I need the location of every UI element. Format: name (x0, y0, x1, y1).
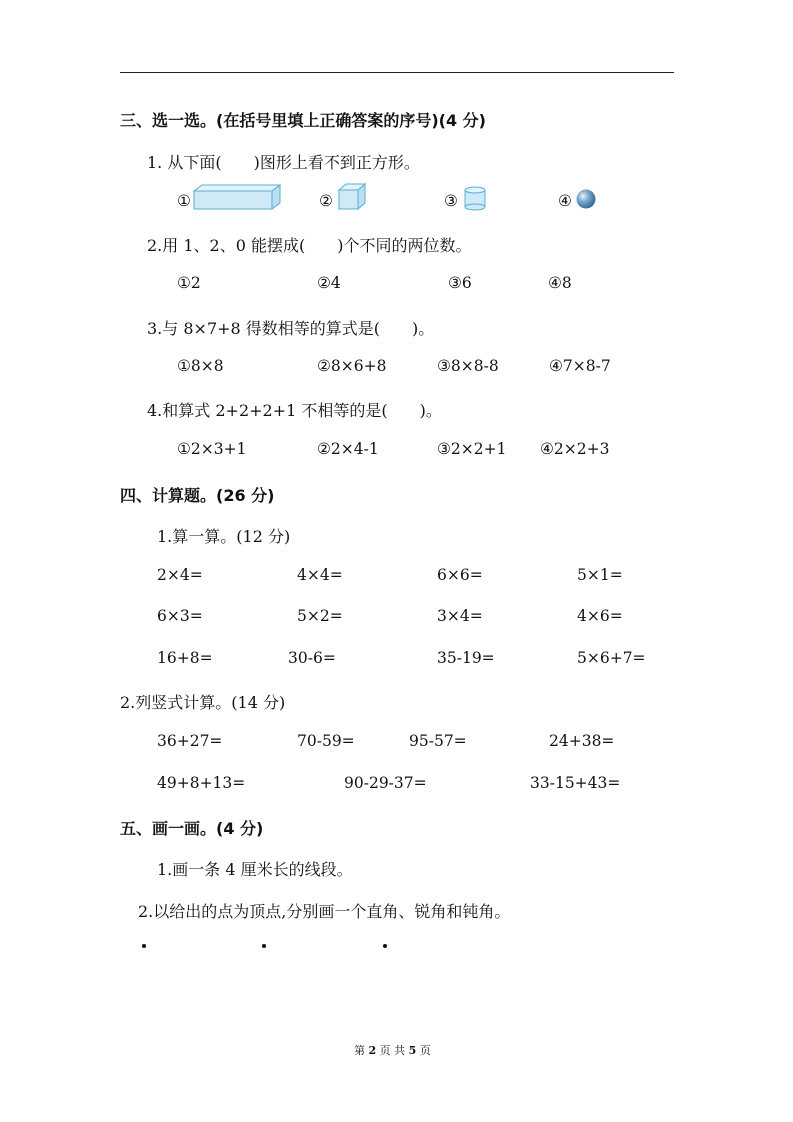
question-3-1: 1. 从下面( )图形上看不到正方形。 (147, 153, 420, 172)
cylinder-icon (464, 186, 488, 212)
vertical-calc-item: 90-29-37= (344, 774, 427, 792)
q3-option-1: ①8×8 (177, 357, 224, 375)
calc-item: 5×2= (297, 607, 343, 625)
q2-option-1: ①2 (177, 274, 201, 292)
cuboid-icon (194, 184, 286, 210)
sphere-icon (576, 189, 598, 211)
vertex-dot (262, 944, 266, 948)
cube-icon (338, 183, 372, 211)
page-footer (354, 1042, 431, 1058)
calc-item: 5×1= (577, 566, 623, 584)
question-3-4: 4.和算式 2+2+2+1 不相等的是( )。 (147, 401, 442, 420)
section-3-title: 三、选一选。(在括号里填上正确答案的序号)(4 分) (120, 111, 486, 130)
question-5-2: 2.以给出的点为顶点,分别画一个直角、锐角和钝角。 (138, 902, 511, 921)
q1-option-3: ③ (444, 192, 458, 210)
vertical-calc-item: 70-59= (297, 732, 355, 750)
calc-item: 16+8= (157, 649, 213, 667)
q4-option-1: ①2×3+1 (177, 440, 247, 458)
q2-option-3: ③6 (448, 274, 472, 292)
calc-item: 30-6= (288, 649, 336, 667)
calc-item: 3×4= (437, 607, 483, 625)
calc-item: 35-19= (437, 649, 495, 667)
footer-total-pages: 5 (408, 1044, 417, 1057)
q4-option-2: ②2×4-1 (317, 440, 379, 458)
vertical-calc-item: 36+27= (157, 732, 223, 750)
q2-option-2: ②4 (317, 274, 341, 292)
vertical-calc-item: 95-57= (409, 732, 467, 750)
q1-option-4: ④ (558, 192, 572, 210)
section-5-title: 五、画一画。(4 分) (120, 819, 264, 838)
section-4-title: 四、计算题。(26 分) (120, 486, 275, 505)
calc-item: 5×6+7= (577, 649, 646, 667)
vertical-calc-item: 33-15+43= (530, 774, 621, 792)
q3-option-3: ③8×8-8 (437, 357, 499, 375)
calc-item: 2×4= (157, 566, 203, 584)
calc-item: 4×6= (577, 607, 623, 625)
footer-prefix: 第 (354, 1044, 365, 1057)
header-rule (120, 72, 674, 73)
footer-page-number: 2 (368, 1044, 377, 1057)
q1-option-2: ② (319, 192, 333, 210)
vertical-calc-item: 24+38= (549, 732, 615, 750)
vertex-dot (142, 944, 146, 948)
question-5-1: 1.画一条 4 厘米长的线段。 (157, 860, 353, 879)
question-3-3: 3.与 8×7+8 得数相等的算式是( )。 (147, 319, 435, 338)
footer-middle: 页 共 (379, 1044, 406, 1057)
calc-item: 4×4= (297, 566, 343, 584)
question-3-2: 2.用 1、2、0 能摆成( )个不同的两位数。 (147, 236, 472, 255)
calc-item: 6×6= (437, 566, 483, 584)
q3-option-2: ②8×6+8 (317, 357, 387, 375)
q3-option-4: ④7×8-7 (549, 357, 611, 375)
part-4-2-title: 2.列竖式计算。(14 分) (120, 693, 286, 712)
q2-option-4: ④8 (548, 274, 572, 292)
q1-option-1: ① (177, 192, 191, 210)
vertex-dot (383, 944, 387, 948)
q4-option-4: ④2×2+3 (540, 440, 610, 458)
footer-suffix: 页 (419, 1044, 431, 1057)
vertical-calc-item: 49+8+13= (157, 774, 246, 792)
q4-option-3: ③2×2+1 (437, 440, 507, 458)
part-4-1-title: 1.算一算。(12 分) (157, 527, 291, 546)
calc-item: 6×3= (157, 607, 203, 625)
